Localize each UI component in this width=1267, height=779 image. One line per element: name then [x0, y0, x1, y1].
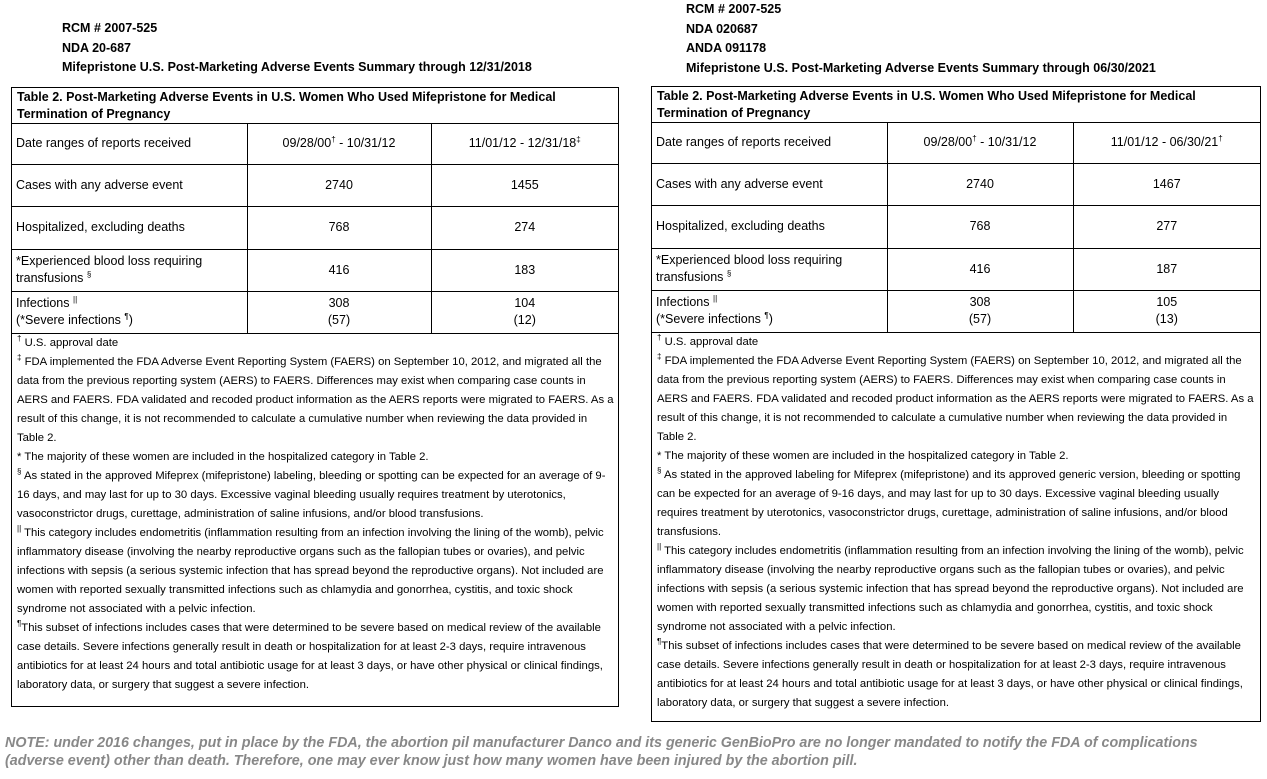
row-label: Cases with any adverse event: [12, 164, 247, 206]
footnotes: [652, 333, 1260, 713]
footnote-text: This subset of infections includes cases that were determined to be severe based on medical review of the available case details. Severe infections generally result in death or hospitalization for at least 2-3 days, require intravenous antibiotics for at least 24 hours and total antibiotic usage for at least 3 days, or have other physical or clinical findings, laboratory data, or surgery that suggest a severe infection.: [17, 621, 603, 691]
footnote: [17, 619, 615, 695]
footnote-text: As stated in the approved Mifeprex (mifepristone) labeling, bleeding or spotting can be expected for an average of 9-16 days, and may last for up to 30 days. Excessive vaginal bleeding usually requires treatment by uterotonics, vasoconstrictor drugs, curettage, administration of saline infusions, and/or blood transfusions.: [17, 469, 606, 520]
nda-number: NDA 20-687: [62, 40, 132, 55]
footnote-mark: §: [657, 465, 662, 475]
column-header-2: [431, 124, 618, 164]
left-table-box: [11, 87, 619, 707]
row-label: [652, 248, 887, 290]
label-line: ): [128, 313, 133, 327]
label-line: *Experienced blood loss requiring: [656, 253, 843, 267]
footnote-mark: ¶: [124, 311, 129, 321]
table-row: [652, 248, 1260, 290]
label-line: transfusions: [16, 271, 87, 285]
cell-number: (13): [1155, 312, 1178, 326]
footnote: [17, 524, 615, 619]
right-header: [686, 0, 1156, 78]
cell-number: (57): [968, 312, 992, 326]
footnote-mark: ||: [712, 293, 718, 303]
cell-value: [1073, 290, 1260, 332]
rcm-number: RCM # 2007-525: [62, 21, 158, 35]
cell-value: [431, 291, 618, 333]
label-line: (*Severe infections: [16, 313, 125, 327]
table-row: [652, 205, 1260, 248]
label-line: transfusions: [656, 270, 727, 284]
cell-value: 277: [1073, 205, 1260, 248]
footnotes: [12, 334, 618, 695]
row-label: [652, 290, 887, 332]
cell-value: [247, 291, 431, 333]
label-line: ): [768, 312, 773, 326]
cell-value: 1455: [431, 164, 618, 206]
table-row: [12, 249, 618, 291]
footnote-mark: †: [17, 333, 22, 343]
column-label: Date ranges of reports received: [12, 124, 247, 164]
cell-number: (12): [513, 313, 536, 327]
footnote-text: The majority of these women are included in the hospitalized category in Table 2.: [664, 449, 1069, 462]
cell-value: 2740: [887, 163, 1073, 205]
date-range-end: - 10/31/12: [335, 136, 396, 151]
cell-number: (57): [327, 313, 351, 327]
footnote-mark: ¶: [17, 618, 22, 628]
table-row: [12, 206, 618, 249]
footnote-mark: †: [331, 135, 336, 145]
footnote-mark: §: [726, 268, 732, 278]
cell-value: 183: [431, 249, 618, 291]
footnote-mark: ¶: [657, 636, 662, 646]
column-header-1: [887, 123, 1073, 163]
label-line: Infections: [656, 295, 713, 309]
row-label: [12, 291, 247, 333]
footnote-text: FDA implemented the FDA Adverse Event Reporting System (FAERS) on September 10, 2012, and migrated all the data from the previous reporting system (AERS) to FAERS. Differences may exist when comparing case counts in AERS and FAERS. FDA validated and recoded product information as the AERS reports were migrated to FAERS. As a result of this change, it is not recommended to calculate a cumulative number when reviewing the data provided in Table 2.: [17, 355, 614, 444]
date-range-start: 09/28/00: [282, 136, 332, 151]
column-header-2: [1073, 123, 1260, 163]
footnote-mark: *: [657, 449, 662, 462]
editorial-note: NOTE: under 2016 changes, put in place by the FDA, the abortion pil manufacturer Danco and its generic GenBioPro are no longer mandated to notify the FDA of complications (adverse event) other than death. Therefore, one may ever know just how many women have been injured by the abortion pill.: [5, 735, 1198, 769]
table-caption: Table 2. Post-Marketing Adverse Events in U.S. Women Who Used Mifepristone for Medical Termination of Pregnancy: [652, 87, 1260, 123]
row-label: [12, 249, 247, 291]
footnote-mark: ‡: [576, 135, 581, 145]
cell-value: [887, 290, 1073, 332]
cell-number: 308: [969, 295, 991, 309]
footnote: [657, 637, 1257, 713]
footnote: [17, 334, 615, 353]
cell-value: 416: [887, 248, 1073, 290]
footnote-mark: ||: [17, 523, 22, 533]
footnote: [17, 448, 615, 467]
cell-value: 1467: [1073, 163, 1260, 205]
column-label: Date ranges of reports received: [652, 123, 887, 163]
footnote: [657, 542, 1257, 637]
footnote: [17, 353, 615, 448]
table-row: [12, 164, 618, 206]
footnote-text: As stated in the approved labeling for Mifeprex (mifepristone) and its approved generic version, bleeding or spotting can be expected for an average of 9-16 days, and may last for up to 30 days. Excessive vaginal bleeding usually requires treatment by uterotonics, vasoconstrictor drugs, curettage, administration of saline infusions, and/or blood transfusions.: [657, 468, 1241, 538]
rcm-number: RCM # 2007-525: [686, 2, 782, 16]
cell-value: 187: [1073, 248, 1260, 290]
row-label: Cases with any adverse event: [652, 163, 887, 205]
cell-value: 274: [431, 206, 618, 249]
footnote-text: FDA implemented the FDA Adverse Event Reporting System (FAERS) on September 10, 2012, and migrated all the data from the previous reporting system (AERS) to FAERS. Differences may exist when comparing case counts in AERS and FAERS. FDA validated and recoded product information as the AERS reports were migrated to FAERS. As a result of this change, it is not recommended to calculate a cumulative number when reviewing the data provided in Table 2.: [657, 354, 1254, 443]
footnote-mark: ¶: [764, 310, 769, 320]
table-row: [12, 124, 618, 164]
footnote: [17, 467, 615, 524]
date-range-end: - 10/31/12: [976, 135, 1037, 150]
footnote-mark: ‡: [17, 352, 22, 362]
date-range-start: 09/28/00: [923, 135, 973, 150]
date-range: 11/01/12 - 12/31/18: [468, 136, 577, 151]
cell-value: 768: [887, 205, 1073, 248]
footnote-text: U.S. approval date: [664, 335, 759, 348]
footnote-mark: ‡: [657, 351, 662, 361]
table-caption: Table 2. Post-Marketing Adverse Events in U.S. Women Who Used Mifepristone for Medical Termination of Pregnancy: [12, 88, 618, 124]
footnote-mark: †: [657, 332, 662, 342]
footnote: [657, 333, 1257, 352]
left-header: [62, 19, 532, 78]
label-line: (*Severe infections: [656, 312, 765, 326]
adverse-events-table: [12, 124, 618, 334]
cell-value: 2740: [247, 164, 431, 206]
summary-title: Mifepristone U.S. Post-Marketing Adverse Events Summary through 06/30/2021: [686, 60, 1156, 75]
anda-number: ANDA 091178: [686, 41, 767, 55]
footnote-mark: †: [1218, 134, 1223, 144]
cell-value: 768: [247, 206, 431, 249]
label-line: *Experienced blood loss requiring: [16, 254, 203, 268]
footnote-text: The majority of these women are included in the hospitalized category in Table 2.: [24, 450, 429, 463]
nda-number: NDA 020687: [686, 21, 758, 36]
footnote-text: This category includes endometritis (inflammation resulting from an infection involving the lining of the womb), pelvic inflammatory disease (involving the nearby reproductive organs such as the fallopian tubes or ovaries), and pelvic infections with sepsis (a serious systemic infection that has spread beyond the reproductive organs). Not included are women with reported sexually transmitted infections such as chlamydia and gonorrhea, cystitis, and toxic shock syndrome not associated with a pelvic infection.: [657, 544, 1244, 633]
table-row: [652, 290, 1260, 332]
cell-number: 104: [514, 296, 536, 310]
footnote-mark: §: [86, 269, 92, 279]
footnote: [657, 447, 1257, 466]
row-label: Hospitalized, excluding deaths: [652, 205, 887, 248]
row-label: Hospitalized, excluding deaths: [12, 206, 247, 249]
cell-value: 416: [247, 249, 431, 291]
adverse-events-table: [652, 123, 1260, 333]
table-row: [652, 123, 1260, 163]
date-range: 11/01/12 - 06/30/21: [1110, 135, 1219, 150]
footnote-mark: §: [17, 466, 22, 476]
footnote-mark: ||: [657, 541, 662, 551]
right-table-box: [651, 86, 1261, 722]
footnote: [657, 352, 1257, 447]
cell-number: 105: [1156, 295, 1178, 309]
summary-title: Mifepristone U.S. Post-Marketing Adverse Events Summary through 12/31/2018: [62, 60, 532, 74]
label-line: Infections: [16, 296, 73, 310]
table-row: [12, 291, 618, 333]
column-header-1: [247, 124, 431, 164]
footnote-text: This subset of infections includes cases that were determined to be severe based on medical review of the available case details. Severe infections generally result in death or hospitalization for at least 2-3 days, require intravenous antibiotics for at least 24 hours and total antibiotic usage for at least 3 days, or have other physical or clinical findings, laboratory data, or surgery that suggest a severe infection.: [657, 639, 1243, 709]
footnote-mark: ||: [72, 294, 78, 304]
footnote-mark: †: [972, 134, 977, 144]
footnote-text: U.S. approval date: [24, 336, 119, 349]
footnote-mark: *: [17, 450, 22, 463]
footnote-text: This category includes endometritis (inflammation resulting from an infection involving the lining of the womb), pelvic inflammatory disease (involving the nearby reproductive organs such as the fallopian tubes or ovaries), and pelvic infections with sepsis (a serious systemic infection that has spread beyond the reproductive organs). Not included are women with reported sexually transmitted infections such as chlamydia and gonorrhea, cystitis, and toxic shock syndrome not associated with a pelvic infection.: [17, 526, 604, 615]
table-row: [652, 163, 1260, 205]
footnote: [657, 466, 1257, 542]
cell-number: 308: [328, 296, 350, 310]
